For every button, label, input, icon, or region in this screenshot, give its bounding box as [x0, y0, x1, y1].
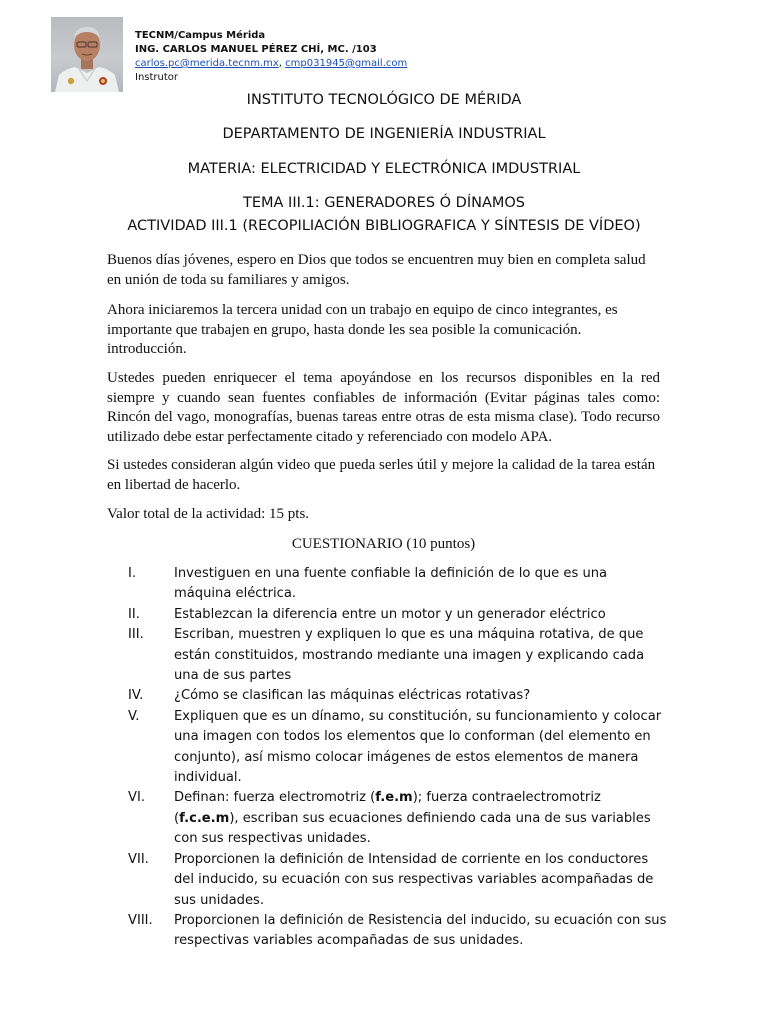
resources-paragraph: Ustedes pueden enriquecer el tema apoyándose en los recursos disponibles en la red siempre y cuando sean fuentes confiables de información (Evitar páginas tales como: Rincón del vago, monografías, buenas tareas entre otras de esta misma clase). Todo recurso utilizado debe estar perfectamente citado y referenciado con modelo APA.: [107, 370, 660, 445]
question-text: Proporcionen la definición de Resistencia del inducido, su ecuación con sus respectivas variables acompañadas de sus unidades.: [174, 912, 667, 949]
question-item: [107, 911, 667, 952]
question-item: [107, 707, 667, 789]
question-number: VI.: [128, 790, 145, 806]
question-item: [107, 788, 667, 849]
question-number: I.: [128, 566, 137, 581]
activity-title: ACTIVIDAD III.1 (RECOPILIACIÓN BIBLIOGRAFICA Y SÍNTESIS DE VÍDEO): [127, 218, 641, 234]
fem-abbreviation: f.e.m: [375, 790, 413, 806]
activity-value: Valor total de la actividad: 15 pts.: [107, 506, 310, 522]
question-item: [107, 564, 667, 605]
question-text: Proporcionen la definición de Intensidad de corriente en los conductores del inducido, su ecuación con sus respectivas variables acompañadas de sus unidades.: [174, 851, 654, 908]
instructor-header: [135, 29, 407, 85]
question-text: ¿Cómo se clasifican las máquinas eléctricas rotativas?: [174, 688, 531, 704]
fcem-abbreviation: f.c.e.m: [179, 810, 230, 826]
instructor-role: Instrutor: [135, 72, 179, 83]
department-title: DEPARTAMENTO DE INGENIERÍA INDUSTRIAL: [222, 126, 546, 142]
email-link-secondary[interactable]: cmp031945@gmail.com: [285, 58, 408, 69]
contact-emails: [135, 57, 407, 71]
email-separator: ,: [278, 58, 282, 69]
campus-name: TECNM/Campus Mérida: [135, 30, 266, 41]
email-link-primary[interactable]: carlos.pc@merida.tecnm.mx: [135, 58, 279, 69]
question-item: [107, 850, 667, 911]
question-text: [174, 790, 651, 846]
question-item: [107, 605, 667, 625]
subject-title: MATERIA: ELECTRICIDAD Y ELECTRÓNICA IMDUSTRIAL: [187, 161, 581, 177]
topic-title: TEMA III.1: GENERADORES Ó DÍNAMOS: [242, 195, 525, 211]
question-item: [107, 686, 667, 706]
instructor-photo: [51, 17, 123, 92]
question-text: Expliquen que es un dínamo, su constitución, su funcionamiento y colocar una imagen con todos los elementos que lo conforman (del elemento en conjunto), así mismo colocar imágenes de estos elementos de manera individual.: [174, 708, 662, 786]
question-text-part: ), escriban sus ecuaciones definiendo cada una de sus variables con sus respectivas unidades.: [174, 810, 651, 847]
questionnaire-title: CUESTIONARIO (10 puntos): [291, 536, 476, 552]
institute-title: INSTITUTO TECNOLÓGICO DE MÉRIDA: [246, 92, 522, 108]
question-number: V.: [128, 708, 140, 724]
greeting-paragraph: Buenos días jóvenes, espero en Dios que todos se encuentren muy bien en completa salud en unión de toda su familiares y amigos.: [107, 252, 646, 288]
question-text: Establezcan la diferencia entre un motor y un generador eléctrico: [174, 606, 606, 622]
video-paragraph: Si ustedes consideran algún video que pueda serles útil y mejore la calidad de la tarea están en libertad de hacerlo.: [107, 457, 656, 493]
instructor-name: ING. CARLOS MANUEL PÉREZ CHÍ, MC. /103: [135, 44, 377, 55]
question-text: Investiguen en una fuente confiable la definición de lo que es una máquina eléctrica.: [174, 566, 608, 602]
question-number: IV.: [128, 688, 144, 704]
intro-paragraph: Ahora iniciaremos la tercera unidad con un trabajo en equipo de cinco integrantes, es importante que trabajen en grupo, hasta donde les sea posible la comunicación. introducción.: [107, 302, 618, 357]
question-number: III.: [128, 627, 144, 643]
question-number: VII.: [128, 851, 149, 867]
question-number: VIII.: [128, 912, 153, 928]
question-text-part: ); fuerza contraelectromotriz (: [174, 790, 601, 826]
questionnaire-list: [107, 564, 667, 952]
question-text-part: Definan: fuerza electromotriz (: [174, 790, 376, 806]
question-number: II.: [128, 606, 140, 622]
question-item: [107, 625, 667, 686]
question-text: Escriban, muestren y expliquen lo que es una máquina rotativa, de que están constituidos, mostrando mediante una imagen y explicando cada una de sus partes: [174, 627, 645, 684]
